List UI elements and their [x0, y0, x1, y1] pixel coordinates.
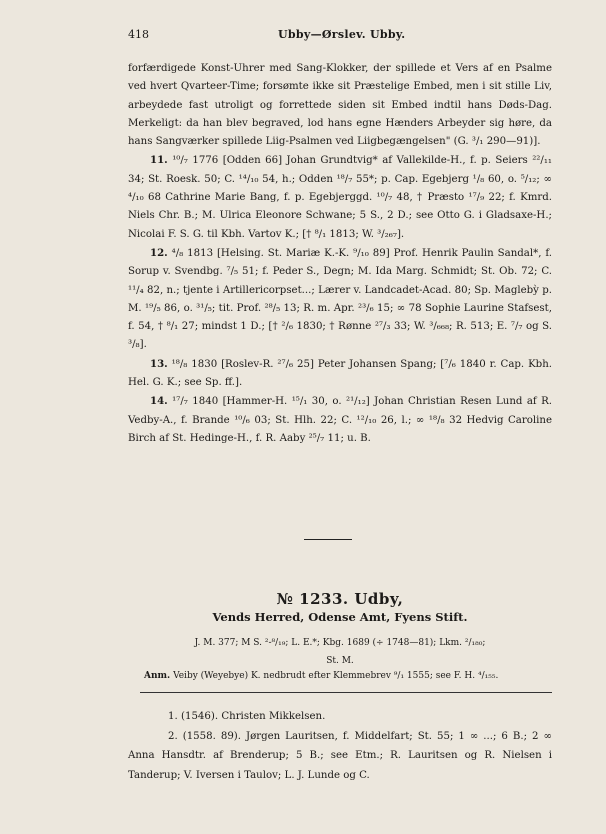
running-title: Ubby—Ørslev. Ubby.: [278, 28, 406, 41]
note-text: Veiby (Weyebye) K. nedbrudt efter Klemmebrev ⁹/₁ 1555; see F. H. ⁴/₁₅₅.: [173, 671, 499, 681]
list-item-number: 2.: [168, 730, 178, 742]
entry-number: 13.: [150, 357, 168, 370]
continuation-paragraph: forfærdigede Konst-Uhrer med Sang-Klokker, der spillede et Vers af en Psalme ved hvert Qvarteer-Time; forsømte ikke sit Præstelige Embed, men i sit stille Liv, arbeydede fast utroligt og forrettede siden sit Embed indtil hans Døds-Dag. Merkeligt: da han blev begraved, lod hans egne Hænders Arbeyder sig høre, da hans Sangværker spillede Liig-Psalmen ved Liigbegængelsen" (G. ³/₁ 290—91)].: [128, 63, 552, 148]
section-note: [144, 670, 552, 683]
entry-number: 11.: [150, 154, 168, 167]
page-header: [128, 28, 552, 44]
entry-text: ⁴/₈ 1813 [Helsing. St. Mariæ K.-K. ⁹/₁₀ 89] Prof. Henrik Paulin Sandal*, f. Sorup v. Svendbg. ⁷/₅ 51; f. Peder S., Degn; M. Ida Marg. Schmidt; St. Ob. 72; C. ¹¹/₄ 82, n.; tjente i Artillericorpset...; Lærer v. Landcadet-Acad. 80; Sp. Maglebỳ p. M. ¹⁹/₅ 86, o. ³¹/₅; tit. Prof. ²⁸/₅ 13; R. m. Apr. ²³/₆ 15; ∞ 78 Sophie Laurine Stafsest, f. 54, † ⁸/₁ 27; mindst 1 D.; [† ²/₆ 1830; † Rønne ²⁷/₃ 33; W. ³/₆₆₈; R. 513; E. ⁷/₇ og S. ³/₈].: [128, 247, 552, 351]
section-separator-rule: [304, 539, 352, 540]
section-meta-line: St. M.: [326, 656, 354, 666]
list-item-number: 1.: [168, 711, 178, 722]
entry-text: ¹⁸/₈ 1830 [Roslev-R. ²⁷/₆ 25] Peter Johansen Spang; [⁷/₆ 1840 r. Cap. Kbh. Hel. G. K.; see Sp. ff.].: [128, 358, 552, 389]
section-title: № 1233. Udby,: [276, 590, 404, 608]
entry-text: ¹⁰/₇ 1776 [Odden 66] Johan Grundtvig* af Vallekilde-H., f. p. Seiers ²²/₁₁ 34; St. Roesk. 50; C. ¹⁴/₁₀ 54, h.; Odden ¹⁸/₇ 55*; p. Cap. Egebjerg ¹/₈ 60, o. ⁵/₁₂; ∞ ⁴/₁₀ 68 Cathrine Marie Bang, f. p. Egebjerggd. ¹⁰/₇ 48, † Præsto ¹⁷/₉ 22; f. Kmrd. Niels Chr. B.; M. Ulrica Eleonore Schwane; 5 S., 2 D.; see Otto G. i Gladsaxe-H.; Nicolai F. S. G. til Kbh. Vartov K.; [† ⁸/₁ 1813; W. ³/₂₆₇].: [128, 155, 552, 240]
entry-14: [128, 392, 552, 448]
section-meta-line: J. M. 377; M S. ²-⁸/₁₉; L. E.*; Kbg. 1689 (÷ 1748—81); Lkm. ²/₁₈₀;: [194, 638, 486, 648]
section-meta: [128, 634, 552, 670]
entry-13: [128, 355, 552, 393]
entry-number: 12.: [150, 246, 168, 259]
page-number: 418: [128, 28, 149, 41]
divider-line: [140, 692, 552, 693]
entry-number: 14.: [150, 395, 168, 408]
section-subtitle: Vends Herred, Odense Amt, Fyens Stift.: [212, 610, 468, 624]
list-item: [128, 727, 552, 786]
entry-text: ¹⁷/₇ 1840 [Hammer-H. ¹⁵/₁ 30, o. ²¹/₁₂] Johan Christian Resen Lund af R. Vedby-A., f. Brande ¹⁰/₆ 03; St. Hlh. 22; C. ¹²/₁₀ 26, l.; ∞ ¹⁸/₈ 32 Hedvig Caroline Birch af St. Hedinge-H., f. R. Aaby ²⁵/₇ 11; u. B.: [128, 396, 552, 444]
list-item: [128, 707, 552, 727]
list-item-text: (1546). Christen Mikkelsen.: [180, 711, 326, 722]
entries-text: [128, 60, 552, 448]
entry-12: [128, 244, 552, 355]
note-label: Anm.: [144, 671, 171, 681]
priest-list: [128, 707, 552, 785]
list-item-text: (1558. 89). Jørgen Lauritsen, f. Middelfart; St. 55; 1 ∞ ...; 6 B.; 2 ∞ Anna Hansdtr. af Brenderup; 5 B.; see Etm.; R. Lauritsen og R. Nielsen i Tanderup; V. Iversen i Taulov; L. J. Lunde og C.: [128, 730, 552, 781]
entry-11: [128, 151, 552, 243]
